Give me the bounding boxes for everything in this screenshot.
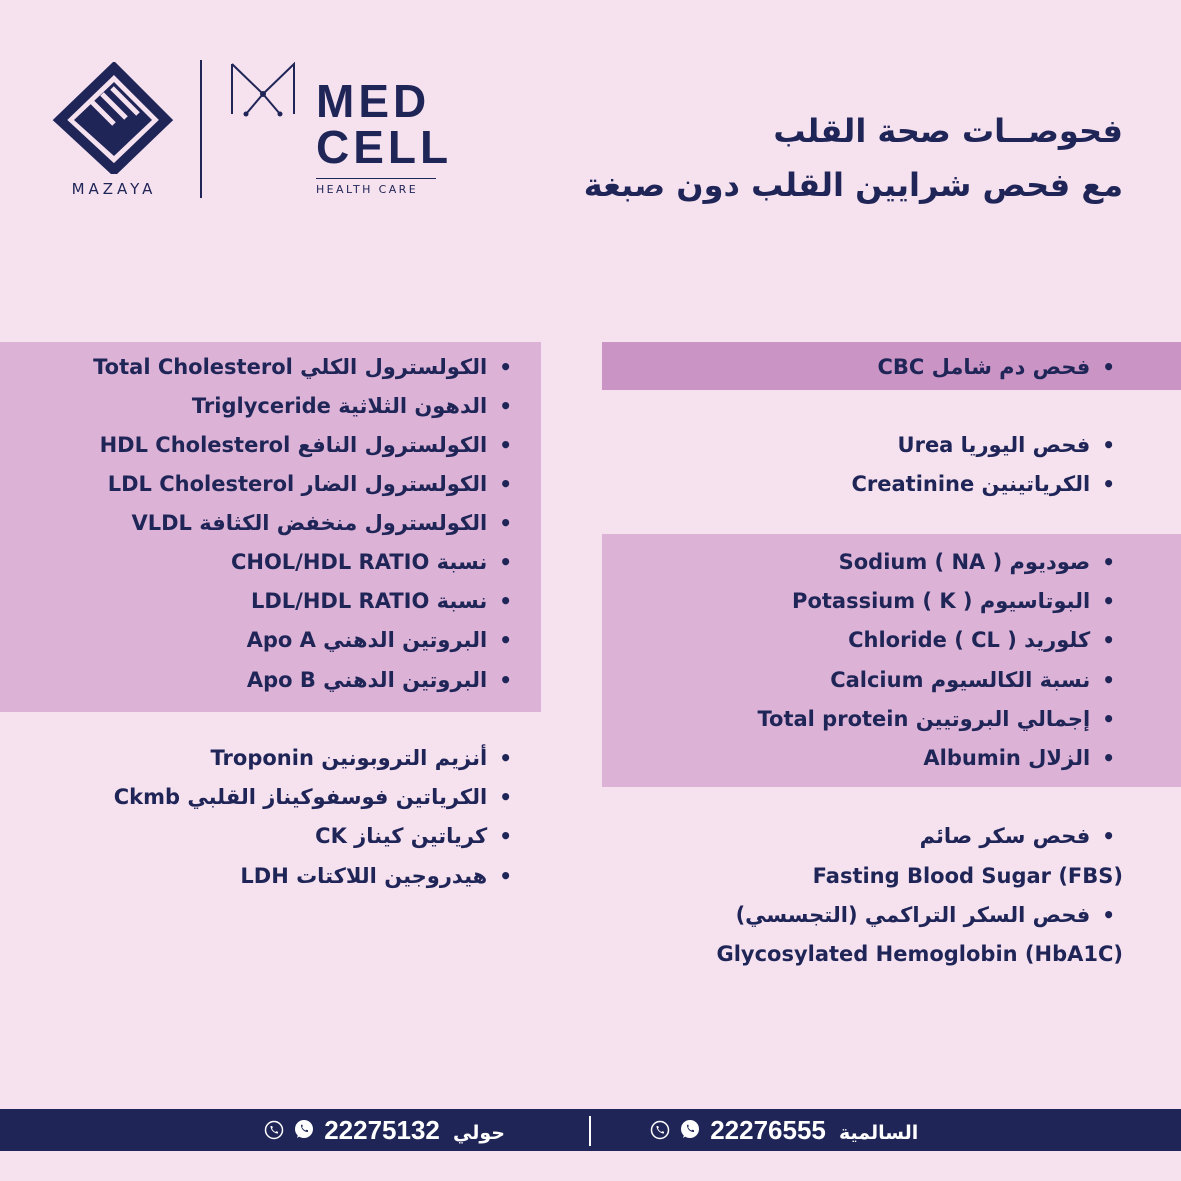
list-item-label: فحص سكر صائم xyxy=(919,824,1091,848)
list-item-label: البوتاسيوم ( Potassium ( K xyxy=(792,589,1091,613)
whatsapp-icon xyxy=(679,1114,701,1156)
bullet-icon: • xyxy=(499,785,512,809)
phone-icon xyxy=(650,1114,670,1156)
branch-salmiya-phone: 22276555 xyxy=(710,1115,826,1145)
bullet-icon: • xyxy=(1102,589,1115,613)
bullet-icon: • xyxy=(499,355,512,379)
list-item xyxy=(108,470,512,498)
branch-hawalli-phone: 22275132 xyxy=(324,1115,440,1145)
branch-salmiya-contact[interactable] xyxy=(650,1109,918,1151)
list-item xyxy=(758,705,1116,733)
list-item-label: الكولسترول الضار LDL Cholesterol xyxy=(107,472,488,496)
list-item-label: نسبة CHOL/HDL RATIO xyxy=(230,550,488,574)
list-item-label: الدهون الثلاثية Triglyceride xyxy=(191,394,488,418)
list-item-label: إجمالي البروتيين Total protein xyxy=(757,707,1091,731)
list-item-label: هيدروجين اللاكتات LDH xyxy=(240,864,488,888)
list-item-label: صوديوم ( Sodium ( NA xyxy=(838,550,1091,574)
logo-divider xyxy=(200,60,202,198)
list-item xyxy=(240,862,512,890)
medcell-wordmark-line2: CELL xyxy=(316,121,453,173)
list-item xyxy=(848,626,1115,654)
phone-icon xyxy=(264,1114,284,1156)
list-item-label: فحص اليوريا Urea xyxy=(897,433,1091,457)
list-item xyxy=(114,783,512,811)
bullet-icon: • xyxy=(1102,550,1115,574)
bullet-icon: • xyxy=(1102,707,1115,731)
list-item xyxy=(131,509,512,537)
mazaya-wordmark: MAZAYA xyxy=(71,180,157,198)
list-item-label: نسبة الكالسيوم Calcium xyxy=(830,668,1091,692)
medcell-wordmark xyxy=(316,75,453,173)
medcell-logo-icon xyxy=(228,60,298,118)
branch-salmiya-name: السالمية xyxy=(838,1122,919,1144)
list-item xyxy=(231,548,512,576)
bullet-icon: • xyxy=(499,746,512,770)
bullet-icon: • xyxy=(1102,433,1115,457)
whatsapp-icon xyxy=(293,1114,315,1156)
list-item-hba1c xyxy=(736,901,1115,929)
bullet-icon: • xyxy=(1102,903,1115,927)
list-item-fbs xyxy=(920,822,1115,850)
list-item-label: كلوريد ( Chloride ( CL xyxy=(848,628,1091,652)
mazaya-logo-icon xyxy=(52,62,174,174)
list-item xyxy=(192,392,512,420)
bullet-icon: • xyxy=(499,511,512,535)
branch-hawalli-name: حولي xyxy=(452,1122,505,1144)
list-item-cbc xyxy=(877,353,1115,381)
list-item xyxy=(93,353,512,381)
list-item-label: الكولسترول منخفض الكثافة VLDL xyxy=(131,511,488,535)
list-item-label: فحص دم شامل CBC xyxy=(877,355,1091,379)
footer-divider xyxy=(589,1116,591,1146)
fbs-english: Fasting Blood Sugar (FBS) xyxy=(812,864,1123,888)
hba1c-english: Glycosylated Hemoglobin (HbA1C) xyxy=(716,942,1123,966)
list-item xyxy=(211,744,512,772)
medcell-underline xyxy=(316,178,436,179)
list-item xyxy=(923,744,1115,772)
bullet-icon: • xyxy=(1102,746,1115,770)
bullet-icon: • xyxy=(1102,668,1115,692)
branch-hawalli-contact[interactable] xyxy=(264,1109,505,1151)
list-item-label: نسبة LDL/HDL RATIO xyxy=(250,589,488,613)
bullet-icon: • xyxy=(1102,628,1115,652)
bullet-icon: • xyxy=(499,864,512,888)
bullet-icon: • xyxy=(499,824,512,848)
bullet-icon: • xyxy=(499,433,512,457)
list-item xyxy=(251,587,512,615)
list-item-label: الكولسترول النافع HDL Cholesterol xyxy=(99,433,488,457)
medcell-tagline: HEALTH CARE xyxy=(316,183,419,196)
bullet-icon: • xyxy=(499,394,512,418)
list-item-label: فحص السكر التراكمي (التجسسي) xyxy=(735,903,1091,927)
bullet-icon: • xyxy=(499,589,512,613)
list-item-label: الكرياتينين Creatinine xyxy=(851,472,1091,496)
list-item xyxy=(839,548,1115,576)
bullet-icon: • xyxy=(499,472,512,496)
list-item-label: البروتين الدهني Apo A xyxy=(246,628,488,652)
list-item-label: الزلال Albumin xyxy=(923,746,1091,770)
bullet-icon: • xyxy=(499,550,512,574)
medcell-wordmark-line1: MED xyxy=(316,75,431,127)
bullet-icon: • xyxy=(499,668,512,692)
list-item-label: الكولسترول الكلي Total Cholesterol xyxy=(93,355,488,379)
bullet-icon: • xyxy=(1102,824,1115,848)
list-item-label: الكرياتين فوسفوكيناز القلبي Ckmb xyxy=(113,785,488,809)
list-item-label: كرياتين كيناز CK xyxy=(315,824,488,848)
list-item xyxy=(247,626,512,654)
list-item xyxy=(247,666,512,694)
list-item xyxy=(830,666,1115,694)
list-item xyxy=(315,822,512,850)
list-item xyxy=(851,470,1115,498)
list-item xyxy=(792,587,1115,615)
page-title-line2: مع فحص شرايين القلب دون صبغة xyxy=(583,166,1123,204)
bullet-icon: • xyxy=(1102,472,1115,496)
list-item-label: أنزيم التروبونين Troponin xyxy=(210,746,488,770)
bullet-icon: • xyxy=(1102,355,1115,379)
list-item xyxy=(898,431,1115,459)
page-title-line1: فحوصــات صحة القلب xyxy=(773,112,1123,150)
list-item xyxy=(100,431,512,459)
bullet-icon: • xyxy=(499,628,512,652)
list-item-label: البروتين الدهني Apo B xyxy=(246,668,488,692)
